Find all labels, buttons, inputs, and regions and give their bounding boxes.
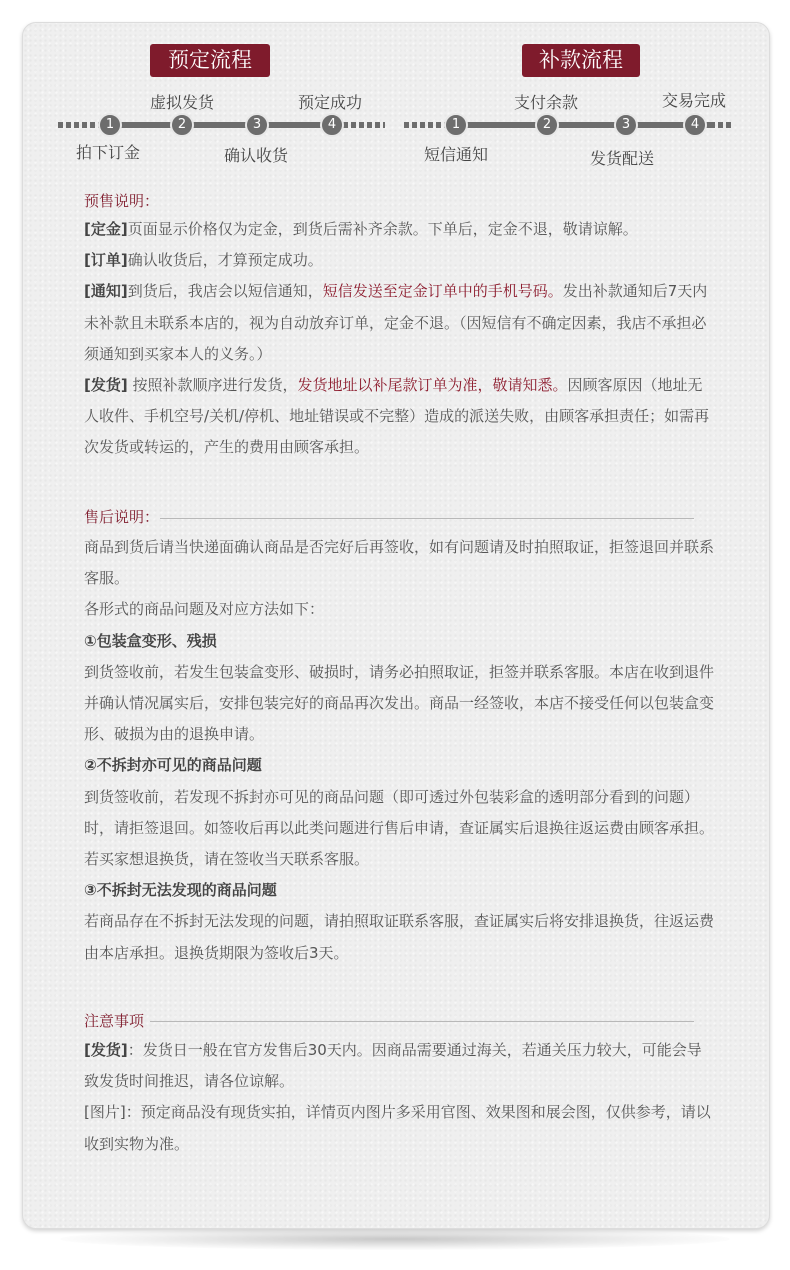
presale-step-3-label: 确认收货 bbox=[224, 146, 289, 165]
aftersale-item1-title: ①包装盒变形、残损 bbox=[84, 631, 217, 650]
aftersale-methods-intro: 各形式的商品问题及对应方法如下： bbox=[84, 600, 325, 619]
balance-flow-tail bbox=[710, 122, 734, 128]
notes-ship-paragraph bbox=[84, 1035, 714, 1097]
ship-text-1: 按照补款顺序进行发货， bbox=[127, 376, 298, 395]
order-text: 确认收货后，才算预定成功。 bbox=[127, 251, 323, 270]
notes-title: 注意事项 bbox=[84, 1012, 145, 1030]
presale-step-1-node: 1 bbox=[98, 113, 122, 137]
notes-image-text: ：预定商品没有现货实拍，详情页内图片多采用官图、效果图和展会图，仅供参考，请以收到实物为准。 bbox=[84, 1103, 711, 1153]
presale-step-3-node: 3 bbox=[245, 113, 269, 137]
notes-ship-text: ：发货日一般在官方发售后30天内。因商品需要通过海关，若通关压力较大，可能会导致发货时间推迟，请各位谅解。 bbox=[84, 1041, 702, 1091]
presale-flow-line bbox=[98, 122, 343, 128]
notify-text-1: 到货后，我店会以短信通知， bbox=[127, 282, 323, 301]
balance-step-1-label: 短信通知 bbox=[424, 145, 489, 164]
presale-flow-title: 预定流程 bbox=[150, 44, 270, 77]
aftersale-divider bbox=[160, 518, 694, 519]
presale-step-2-label: 虚拟发货 bbox=[150, 93, 215, 112]
aftersale-body bbox=[84, 532, 714, 969]
aftersale-title: 售后说明： bbox=[84, 508, 160, 526]
balance-step-3-node: 3 bbox=[614, 113, 638, 137]
presale-notes-body bbox=[84, 214, 714, 464]
balance-step-4-node: 4 bbox=[683, 113, 707, 137]
notes-ship-tag: [发货] bbox=[84, 1041, 128, 1059]
aftersale-item2-title: ②不拆封亦可见的商品问题 bbox=[84, 756, 262, 775]
balance-step-3-label: 发货配送 bbox=[590, 149, 655, 168]
order-tag: [订单] bbox=[84, 251, 128, 270]
notify-highlight: 短信发送至定金订单中的手机号码。 bbox=[322, 282, 563, 301]
balance-flow-title: 补款流程 bbox=[522, 44, 640, 77]
notes-divider bbox=[150, 1021, 694, 1022]
notes-body bbox=[84, 1035, 714, 1160]
aftersale-item1-text: 到货签收前，若发生包装盒变形、破损时，请务必拍照取证，拒签并联系客服。本店在收到退件并确认情况属实后，安排包装完好的商品再次发出。商品一经签收，本店不接受任何以包装盒变形、破损为由的退换申请。 bbox=[84, 662, 715, 744]
deposit-tag: [定金] bbox=[84, 220, 128, 238]
presale-step-4-label: 预定成功 bbox=[298, 93, 363, 112]
presale-step-1-label: 拍下订金 bbox=[76, 143, 141, 162]
notify-tag: [通知] bbox=[84, 282, 128, 301]
notes-image-tag: [图片] bbox=[84, 1103, 126, 1122]
aftersale-intro: 商品到货后请当快递面确认商品是否完好后再签收，如有问题请及时拍照取证，拒签退回并联系客服。 bbox=[84, 538, 715, 588]
ship-highlight: 发货地址以补尾款订单为准，敬请知悉。 bbox=[297, 376, 568, 395]
presale-notes-title: 预售说明： bbox=[84, 192, 160, 210]
presale-step-2-node: 2 bbox=[170, 113, 194, 137]
balance-step-4-label: 交易完成 bbox=[662, 91, 727, 110]
balance-flow-lead bbox=[404, 122, 446, 128]
notes-image-paragraph bbox=[84, 1097, 714, 1159]
order-paragraph bbox=[84, 245, 714, 276]
presale-flow-tail bbox=[343, 122, 385, 128]
notify-paragraph bbox=[84, 276, 714, 370]
deposit-paragraph bbox=[84, 214, 714, 245]
presale-flow-lead bbox=[58, 122, 98, 128]
aftersale-item2-text: 到货签收前，若发现不拆封亦可见的商品问题（即可透过外包装彩盒的透明部分看到的问题）时，请拒签退回。如签收后再以此类问题进行售后申请，查证属实后退换往返运费由顾客承担。若买家想退换货，请在签收当天联系客服。 bbox=[84, 787, 715, 869]
balance-step-2-label: 支付余款 bbox=[514, 93, 579, 112]
ship-text-2: 因顾客原因（地址无人收件、手机空号/关机/停机、地址错误或不完整）造成的派送失败，由顾客承担责任；如需再次发货或转运的，产生的费用由顾客承担。 bbox=[84, 376, 710, 457]
presale-step-4-node: 4 bbox=[320, 113, 344, 137]
balance-step-1-node: 1 bbox=[444, 113, 468, 137]
balance-flow-line bbox=[446, 122, 710, 128]
aftersale-item3-title: ③不拆封无法发现的商品问题 bbox=[84, 881, 277, 900]
card-shadow bbox=[60, 1228, 730, 1250]
aftersale-item3-text: 若商品存在不拆封无法发现的问题，请拍照取证联系客服，查证属实后将安排退换货，往返运费由本店承担。退换货期限为签收后3天。 bbox=[84, 912, 715, 962]
ship-tag: [发货] bbox=[84, 376, 128, 395]
deposit-text: 页面显示价格仅为定金，到货后需补齐余款。下单后，定金不退，敬请谅解。 bbox=[127, 220, 638, 238]
notify-text-2: 发出补款通知后7天内未补款且未联系本店的，视为自动放弃订单，定金不退。（因短信有不确定因素，我店不承担必须通知到买家本人的义务。） bbox=[84, 282, 708, 363]
ship-paragraph bbox=[84, 370, 714, 464]
balance-step-2-node: 2 bbox=[535, 113, 559, 137]
